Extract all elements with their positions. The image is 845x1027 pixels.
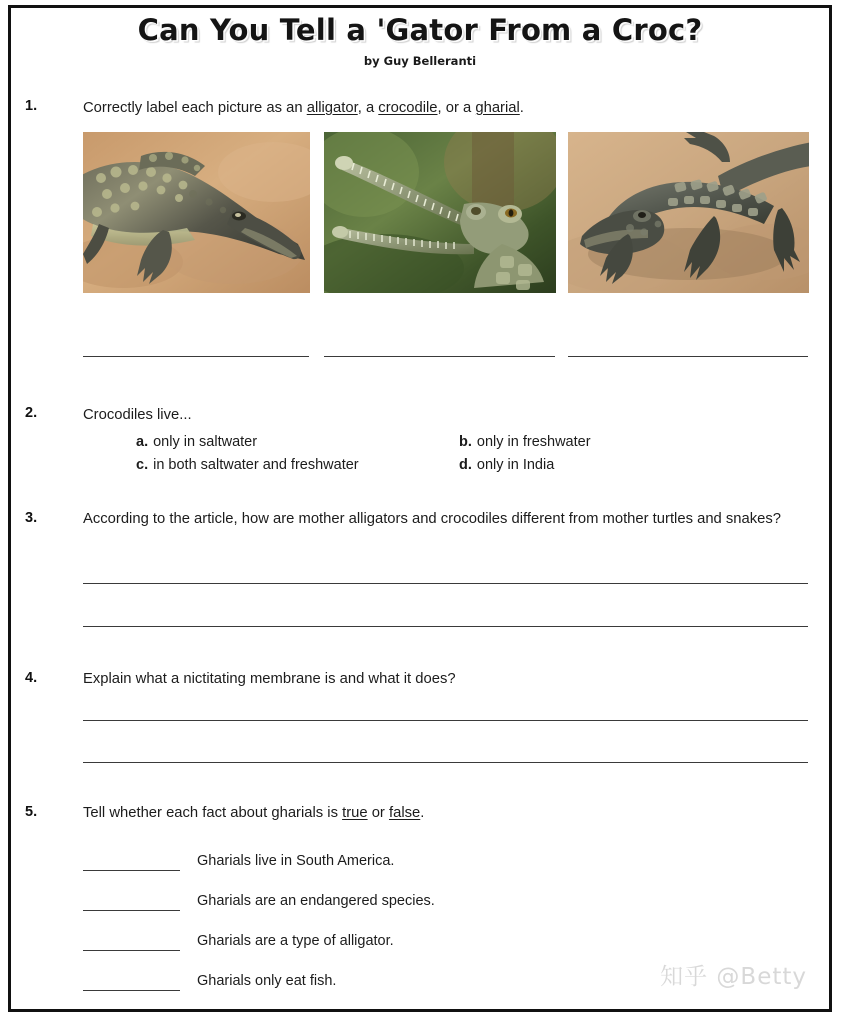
question-2-number: 2. xyxy=(25,405,38,421)
question-4-prompt: Explain what a nictitating membrane is and what it does? xyxy=(83,671,456,687)
q5-text-part-a: Tell whether each fact about gharials is xyxy=(83,805,343,821)
photo-alligator xyxy=(568,132,809,293)
question-3-prompt: According to the article, how are mother alligators and crocodiles different from mother turtles and snakes? xyxy=(83,511,781,527)
q5-statement-2: Gharials are an endangered species. xyxy=(197,893,435,909)
question-2-option-b[interactable] xyxy=(459,434,591,450)
q1-term-alligator: alligator xyxy=(306,100,358,116)
q1-text-part-a: Correctly label each picture as an xyxy=(83,100,307,116)
q5-blank-1[interactable] xyxy=(83,870,180,871)
q5-text-part-b: or xyxy=(367,805,389,821)
page-title: Can You Tell a 'Gator From a Croc? xyxy=(137,13,703,47)
q5-blank-3[interactable] xyxy=(83,950,180,951)
q3-answer-line-2[interactable] xyxy=(83,626,808,627)
q1-answer-blank-3[interactable] xyxy=(568,356,808,357)
question-2-option-a[interactable] xyxy=(136,434,257,450)
q5-statement-3: Gharials are a type of alligator. xyxy=(197,933,394,949)
worksheet-page xyxy=(8,5,832,1012)
option-a-label: only in saltwater xyxy=(153,434,258,450)
question-1-number: 1. xyxy=(25,98,38,114)
question-5-prompt xyxy=(83,802,795,825)
q4-answer-line-2[interactable] xyxy=(83,762,808,763)
q5-statement-4: Gharials only eat fish. xyxy=(197,973,337,989)
option-c-label: in both saltwater and freshwater xyxy=(153,457,359,473)
q5-term-true: true xyxy=(342,805,368,821)
q1-term-gharial: gharial xyxy=(475,100,520,116)
q1-answer-blank-1[interactable] xyxy=(83,356,309,357)
option-a-letter: a. xyxy=(136,434,149,450)
q1-text-part-c: , or a xyxy=(437,100,476,116)
question-5-number: 5. xyxy=(25,804,38,820)
photo-alligator-art xyxy=(568,132,809,293)
option-b-label: only in freshwater xyxy=(476,434,591,450)
question-3-number: 3. xyxy=(25,510,38,526)
option-d-letter: d. xyxy=(459,457,472,473)
q5-statement-1: Gharials live in South America. xyxy=(197,853,395,869)
option-b-letter: b. xyxy=(459,434,472,450)
q1-answer-blank-2[interactable] xyxy=(324,356,555,357)
question-4-number: 4. xyxy=(25,670,38,686)
question-1-prompt xyxy=(83,97,783,120)
photo-gharial xyxy=(324,132,556,293)
question-2-prompt: Crocodiles live... xyxy=(83,407,192,423)
photo-crocodile xyxy=(83,132,310,293)
option-d-label: only in India xyxy=(476,457,555,473)
q5-blank-2[interactable] xyxy=(83,910,180,911)
q1-text-part-b: , a xyxy=(357,100,379,116)
header xyxy=(11,14,829,68)
watermark: 知乎 @Betty xyxy=(660,964,807,990)
photo-gharial-art xyxy=(324,132,556,293)
question-2-option-d[interactable] xyxy=(459,457,554,473)
option-c-letter: c. xyxy=(136,457,149,473)
q5-blank-4[interactable] xyxy=(83,990,180,991)
question-2-option-c[interactable] xyxy=(136,457,359,473)
q1-text-part-d: . xyxy=(519,100,524,116)
photo-crocodile-art xyxy=(83,132,310,293)
q5-term-false: false xyxy=(388,805,421,821)
q5-text-part-c: . xyxy=(420,805,425,821)
byline: by Guy Belleranti xyxy=(363,54,477,69)
q3-answer-line-1[interactable] xyxy=(83,583,808,584)
q4-answer-line-1[interactable] xyxy=(83,720,808,721)
q1-term-crocodile: crocodile xyxy=(378,100,438,116)
